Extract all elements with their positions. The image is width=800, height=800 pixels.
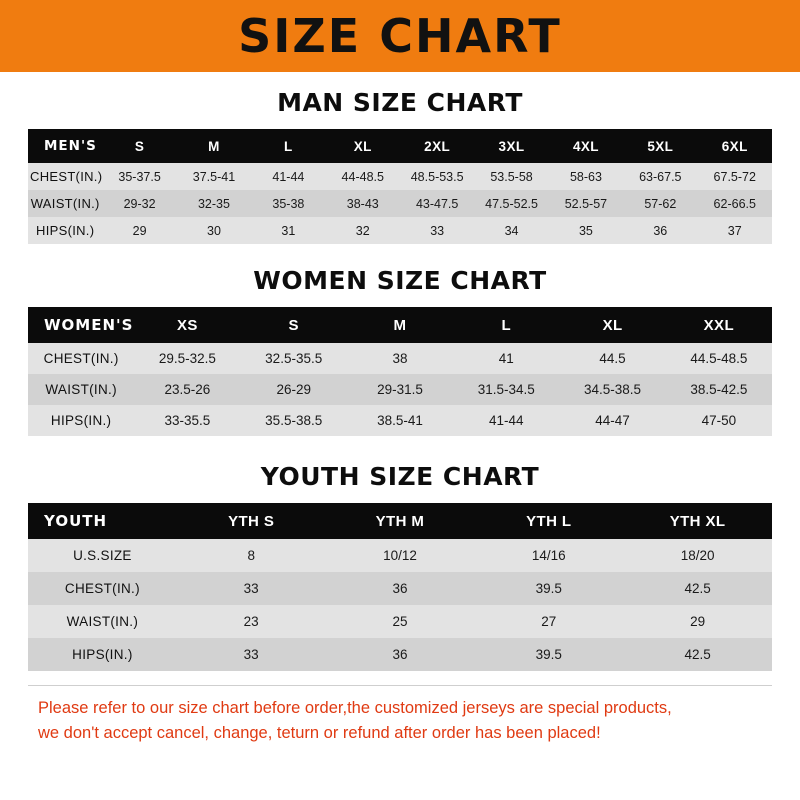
cell: 23.5-26 <box>164 382 211 397</box>
cell: 29-32 <box>123 196 156 211</box>
row-label: HIPS(IN.) <box>72 647 133 662</box>
man-col-5xl: 5XL <box>623 129 697 163</box>
cell: 31 <box>281 223 296 238</box>
table-row <box>28 343 772 374</box>
table-row <box>28 405 772 436</box>
page-title: SIZE CHART <box>238 9 562 63</box>
table-row <box>28 539 772 572</box>
table-row <box>28 217 772 244</box>
cell: 34 <box>504 223 519 238</box>
row-label: CHEST(IN.) <box>64 581 140 596</box>
table-row <box>28 163 772 190</box>
man-col-4xl: 4XL <box>549 129 623 163</box>
women-col-l: L <box>453 307 559 343</box>
cell: 33 <box>430 223 445 238</box>
youth-col-s: YTH S <box>177 503 326 539</box>
row-label: HIPS(IN.) <box>50 413 112 428</box>
disclaimer-note <box>28 685 772 746</box>
cell: 36 <box>653 223 668 238</box>
man-col-3xl: 3XL <box>474 129 548 163</box>
cell: 44-48.5 <box>341 169 384 184</box>
row-label: U.S.SIZE <box>73 548 132 563</box>
cell: 39.5 <box>535 647 562 662</box>
cell: 29 <box>132 223 147 238</box>
man-corner-label: MEN'S <box>28 129 102 163</box>
cell: 42.5 <box>684 581 711 596</box>
note-line-1: Please refer to our size chart before order,the customized jerseys are special products, <box>38 699 672 717</box>
chart-content <box>0 72 800 800</box>
youth-table-header <box>28 503 772 539</box>
cell: 31.5-34.5 <box>477 382 535 397</box>
cell: 52.5-57 <box>564 196 608 211</box>
youth-size-table <box>28 503 772 671</box>
cell: 27 <box>541 614 557 629</box>
cell: 34.5-38.5 <box>584 382 642 397</box>
cell: 35.5-38.5 <box>265 413 323 428</box>
women-size-table <box>28 307 772 436</box>
man-section-title: MAN SIZE CHART <box>277 88 523 117</box>
cell: 44.5 <box>599 351 626 366</box>
man-table-header <box>28 129 772 163</box>
cell: 57-62 <box>644 196 677 211</box>
women-col-xs: XS <box>134 307 240 343</box>
cell: 29 <box>690 614 706 629</box>
women-col-s: S <box>241 307 347 343</box>
man-col-s: S <box>102 129 176 163</box>
youth-section-title: YOUTH SIZE CHART <box>260 462 540 491</box>
cell: 25 <box>392 614 408 629</box>
cell: 38 <box>392 351 408 366</box>
table-row <box>28 638 772 671</box>
man-col-m: M <box>177 129 251 163</box>
women-col-xxl: XXL <box>666 307 772 343</box>
cell: 35 <box>578 223 593 238</box>
cell: 39.5 <box>535 581 562 596</box>
man-col-2xl: 2XL <box>400 129 474 163</box>
cell: 33 <box>243 647 259 662</box>
women-col-xl: XL <box>559 307 665 343</box>
cell: 35-38 <box>272 196 305 211</box>
women-table-body <box>28 343 772 436</box>
cell: 38-43 <box>346 196 379 211</box>
cell: 53.5-58 <box>490 169 533 184</box>
cell: 29.5-32.5 <box>158 351 216 366</box>
cell: 48.5-53.5 <box>410 169 464 184</box>
cell: 8 <box>247 548 255 563</box>
cell: 29-31.5 <box>377 382 423 397</box>
table-row <box>28 374 772 405</box>
youth-corner-label: YOUTH <box>28 503 177 539</box>
row-label: HIPS(IN.) <box>36 223 95 238</box>
youth-col-l: YTH L <box>474 503 623 539</box>
cell: 58-63 <box>569 169 602 184</box>
cell: 63-67.5 <box>639 169 682 184</box>
man-size-table <box>28 129 772 244</box>
cell: 43-47.5 <box>415 196 459 211</box>
cell: 32 <box>355 223 370 238</box>
row-label: WAIST(IN.) <box>66 614 139 629</box>
cell: 36 <box>392 647 408 662</box>
cell: 47.5-52.5 <box>485 196 538 211</box>
row-label: CHEST(IN.) <box>30 169 103 184</box>
women-corner-label: WOMEN'S <box>28 307 134 343</box>
note-line-2: we don't accept cancel, change, teturn or refund after order has been placed! <box>38 723 601 742</box>
cell: 47-50 <box>701 413 737 428</box>
row-label: WAIST(IN.) <box>30 196 100 211</box>
table-row <box>28 572 772 605</box>
table-row <box>28 190 772 217</box>
header-banner <box>0 0 800 72</box>
cell: 10/12 <box>383 548 417 563</box>
table-row <box>28 605 772 638</box>
cell: 23 <box>243 614 259 629</box>
cell: 35-37.5 <box>118 169 161 184</box>
man-col-6xl: 6XL <box>698 129 772 163</box>
man-table-body <box>28 163 772 244</box>
youth-table-body <box>28 539 772 671</box>
women-col-m: M <box>347 307 453 343</box>
cell: 37.5-41 <box>192 169 236 184</box>
cell: 14/16 <box>531 548 566 563</box>
women-section-title: WOMEN SIZE CHART <box>253 266 547 295</box>
cell: 33-35.5 <box>164 413 211 428</box>
row-label: CHEST(IN.) <box>43 351 119 366</box>
cell: 44.5-48.5 <box>690 351 748 366</box>
cell: 62-66.5 <box>713 196 756 211</box>
cell: 42.5 <box>684 647 711 662</box>
row-label: WAIST(IN.) <box>45 382 117 397</box>
cell: 37 <box>727 223 742 238</box>
cell: 36 <box>392 581 408 596</box>
table-header-row <box>28 307 772 343</box>
cell: 30 <box>207 223 221 238</box>
cell: 38.5-42.5 <box>690 382 748 397</box>
cell: 44-47 <box>595 413 630 428</box>
cell: 41-44 <box>489 413 524 428</box>
cell: 26-29 <box>276 382 311 397</box>
women-table-header <box>28 307 772 343</box>
table-header-row <box>28 129 772 163</box>
cell: 41 <box>498 351 514 366</box>
youth-col-xl: YTH XL <box>623 503 772 539</box>
cell: 41-44 <box>272 169 305 184</box>
cell: 32-35 <box>197 196 230 211</box>
cell: 33 <box>243 581 259 596</box>
cell: 18/20 <box>680 548 715 563</box>
cell: 32.5-35.5 <box>265 351 323 366</box>
man-col-xl: XL <box>326 129 400 163</box>
man-col-l: L <box>251 129 325 163</box>
table-header-row <box>28 503 772 539</box>
youth-col-m: YTH M <box>326 503 475 539</box>
cell: 67.5-72 <box>713 169 756 184</box>
cell: 38.5-41 <box>377 413 423 428</box>
